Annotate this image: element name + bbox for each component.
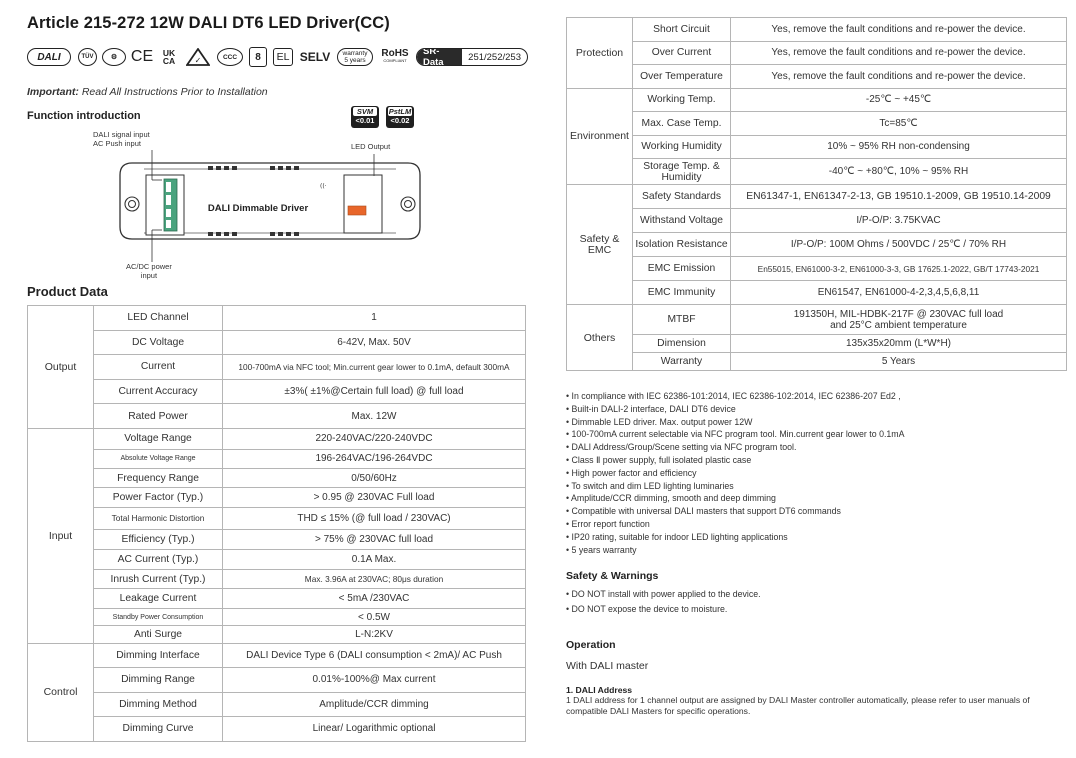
table-row: DC Voltage 6-42V, Max. 50V [28,330,526,355]
table-row: Input Voltage Range 220-240VAC/220-240VDC [28,428,526,449]
rcm-logo [186,48,210,66]
el-logo: EL [273,48,293,66]
warranty-badge [337,48,373,66]
table-row: Total Harmonic Distortion THD ≤ 15% (@ full load / 230VAC) [28,507,526,529]
table-row: Leakage Current < 5mA /230VAC [28,589,526,609]
list-item: • DO NOT expose the device to moisture. [566,602,761,617]
table-row: Efficiency (Typ.) > 75% @ 230VAC full load [28,529,526,549]
table-row: Environment Working Temp. -25℃ ~ +45℃ [567,88,1067,112]
table-row: Power Factor (Typ.) > 0.95 @ 230VAC Full load [28,488,526,508]
spec-table-right [566,17,1067,371]
table-row: EMC Emission En55015, EN61000-3-2, EN61000-3-3, GB 17625.1-2022, GB/T 17743-2021 [567,257,1067,281]
table-row: Current Accuracy ±3%( ±1%@Certain full load) @ full load [28,379,526,404]
selv-logo: SELV [299,50,331,64]
list-item: • 5 years warranty [566,544,1066,557]
table-row: Others MTBF 191350H, MIL-HDBK-217F @ 230VAC full load and 25°C ambient temperature [567,305,1067,335]
ukca-top: UK [162,48,176,58]
table-row: Warranty 5 Years [567,353,1067,371]
tuv-logo: TÜV [78,48,97,66]
table-row: Over Temperature Yes, remove the fault conditions and re-power the device. [567,65,1067,89]
dali-address-heading: 1. DALI Address [566,685,633,695]
table-row: Rated Power Max. 12W [28,404,526,429]
ce-logo: CE [130,48,154,65]
ccc-mark-icon: ⚙ [102,48,126,66]
table-row: Anti Surge L-N:2KV [28,625,526,643]
warning-list [566,587,761,617]
list-item: • Class Ⅱ power supply, full isolated plastic case [566,454,1066,467]
certification-logos [27,48,537,68]
table-row: Output LED Channel 1 [28,306,526,331]
function-intro-title: Function introduction [27,110,141,122]
dali-logo: DALI [27,48,71,66]
table-row: Isolation Resistance I/P-O/P: 100M Ohms / 500VDC / 25℃ / 70% RH [567,233,1067,257]
safety-warnings-title: Safety & Warnings [566,570,659,582]
group-protection: Protection [567,18,633,89]
warranty-bottom: 5 years [344,57,366,64]
svg-text:✓: ✓ [194,56,202,65]
table-row: Dimension 135x35x20mm (L*W*H) [567,335,1067,353]
list-item: • In compliance with IEC 62386-101:2014, IEC 62386-102:2014, IEC 62386-207 Ed2 , [566,390,1066,403]
list-item: • To switch and dim LED lighting luminaries [566,480,1066,493]
table-row: AC Current (Typ.) 0.1A Max. [28,549,526,569]
rohs-logo [377,48,413,66]
group-input: Input [28,428,94,643]
table-row: Inrush Current (Typ.) Max. 3.96A at 230VAC; 80μs duration [28,569,526,589]
led-output-label: LED Output [351,142,391,151]
list-item: • DO NOT install with power applied to the device. [566,587,761,602]
list-item: • 100-700mA current selectable via NFC program tool. Min.current gear lower to 0.1mA [566,428,1066,441]
table-row: Max. Case Temp. Tc=85℃ [567,112,1067,136]
dali-input-label: DALI signal input AC Push input [93,130,150,148]
svm-badge: SVM <0.01 [351,106,379,128]
with-dali-subtitle: With DALI master [566,660,649,672]
ukca-bottom: CA [162,56,176,66]
svg-text:((·: ((· [320,183,327,190]
group-output: Output [28,306,94,429]
dali-address-text: 1 DALI address for 1 channel output are assigned by DALI Master controller automatically, please refer to user manuals of compatible DALI Masters for specific operations. [566,695,1030,716]
product-data-table [27,305,526,742]
acdc-power-label: AC/DC power input [126,262,172,280]
table-row: Working Humidity 10% ~ 95% RH non-condensing [567,135,1067,159]
table-row: Dimming Method Amplitude/CCR dimming [28,692,526,717]
sr-data-badge [416,48,528,66]
sr-data-value: 251/252/253 [468,51,521,63]
table-row: Frequency Range 0/50/60Hz [28,468,526,488]
table-row: Standby Power Consumption < 0.5W [28,609,526,626]
group-safety-emc: Safety & EMC [567,185,633,305]
list-item: • DALI Address/Group/Scene setting via NFC program tool. [566,441,1066,454]
class2-logo: 8 [249,47,267,67]
list-item: • Amplitude/CCR dimming, smooth and deep dimming [566,492,1066,505]
ukca-logo [159,48,179,66]
list-item: • IP20 rating, suitable for indoor LED lighting applications [566,531,1066,544]
product-data-title: Product Data [27,284,108,299]
warranty-top: warranty [342,50,368,57]
operation-title: Operation [566,639,616,651]
feature-list [566,390,1066,556]
list-item: • Error report function [566,518,1066,531]
table-row: EMC Immunity EN61547, EN61000-4-2,3,4,5,6,8,11 [567,281,1067,305]
ccc-logo: CCC [217,48,243,66]
table-row: Current 100-700mA via NFC tool; Min.current gear lower to 0.1mA, default 300mA [28,355,526,380]
group-others: Others [567,305,633,371]
rohs-sub: COMPLIANT [383,58,407,63]
table-row: Absolute Voltage Range 196-264VAC/196-264VDC [28,449,526,468]
sr-data-head: SR-Data [417,49,462,65]
table-row: Withstand Voltage I/P-O/P: 3.75KVAC [567,209,1067,233]
table-row: Dimming Curve Linear/ Logarithmic optional [28,717,526,742]
group-control: Control [28,643,94,741]
list-item: • Built-in DALI-2 interface, DALI DT6 device [566,403,1066,416]
driver-name: DALI Dimmable Driver [207,203,309,214]
rohs-title: RoHS [381,48,409,59]
table-row: Protection Short Circuit Yes, remove the fault conditions and re-power the device. [567,18,1067,42]
group-environment: Environment [567,88,633,185]
table-row: Dimming Range 0.01%-100%@ Max current [28,668,526,693]
table-row: Over Current Yes, remove the fault conditions and re-power the device. [567,41,1067,65]
table-row: Storage Temp. & Humidity -40℃ ~ +80℃, 10% ~ 95% RH [567,159,1067,185]
list-item: • Dimmable LED driver. Max. output power 12W [566,416,1066,429]
list-item: • High power factor and efficiency [566,467,1066,480]
table-row: Control Dimming Interface DALI Device Type 6 (DALI consumption < 2mA)/ AC Push [28,643,526,668]
important-note: Important: Read All Instructions Prior to Installation [27,86,268,98]
list-item: • Compatible with universal DALI masters that support DT6 commands [566,505,1066,518]
diagram-leader-lines [118,140,422,270]
table-row: Safety & EMC Safety Standards EN61347-1, EN61347-2-13, GB 19510.1-2009, GB 19510.14-2009 [567,185,1067,209]
page-title: Article 215-272 12W DALI DT6 LED Driver(CC) [27,14,390,32]
pstlm-badge: PstLM <0.02 [386,106,414,128]
